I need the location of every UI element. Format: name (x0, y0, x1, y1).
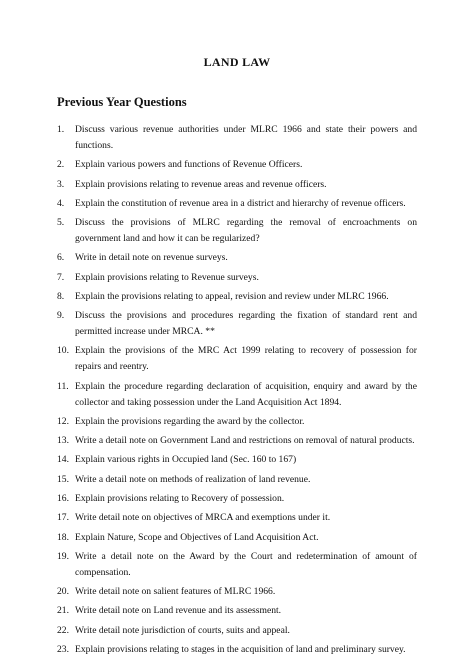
question-text: Explain the provisions of the MRC Act 1999 relating to recovery of possession for repairs and reentry. (75, 345, 417, 373)
question-text: Explain various rights in Occupied land (Sec. 160 to 167) (75, 454, 297, 466)
question-text: Write detail note jurisdiction of courts, suits and appeal. (75, 624, 290, 636)
question-number: 14. (57, 454, 69, 466)
question-item (57, 250, 417, 266)
question-number: 17. (57, 512, 69, 524)
question-text: Explain provisions relating to stages in the acquisition of land and preliminary survey. (75, 643, 406, 655)
question-item (57, 603, 417, 619)
question-text: Explain provisions relating to Revenue surveys. (75, 271, 259, 283)
question-text: Write a detail note on methods of realization of land revenue. (75, 473, 311, 485)
question-text: Discuss the provisions of MLRC regarding the removal of encroachments on government land and how it can be regularized? (75, 217, 417, 244)
question-item (57, 270, 417, 286)
question-text: Explain Nature, Scope and Objectives of Land Acquisition Act. (75, 531, 319, 543)
question-item (57, 177, 417, 193)
question-number: 1. (57, 124, 65, 135)
question-number: 20. (57, 586, 69, 598)
page-title: LAND LAW (203, 55, 271, 69)
question-text: Discuss various revenue authorities under MLRC 1966 and state their powers and functions. (75, 124, 417, 151)
question-item (57, 642, 417, 658)
question-number: 9. (57, 310, 65, 322)
question-number: 7. (57, 271, 65, 283)
section-heading: Previous Year Questions (57, 95, 187, 109)
question-item (57, 414, 417, 430)
question-text: Explain the provisions relating to appeal, revision and review under MLRC 1966. (75, 290, 389, 302)
question-number: 15. (57, 473, 69, 485)
question-text: Write a detail note on the Award by the Court and redetermination of amount of compensation. (75, 550, 417, 578)
question-text: Explain various powers and functions of Revenue Officers. (75, 159, 303, 171)
question-number: 12. (57, 415, 69, 427)
question-text: Write detail note on Land revenue and its assessment. (75, 605, 282, 617)
question-text: Explain provisions relating to revenue areas and revenue officers. (75, 178, 327, 190)
question-item (57, 472, 417, 488)
question-text: Write detail note on salient features of MLRC 1966. (75, 586, 276, 598)
question-item (57, 549, 417, 581)
question-item (57, 308, 417, 340)
question-number: 16. (57, 492, 69, 504)
question-text: Explain provisions relating to Recovery of possession. (75, 492, 285, 504)
question-item (57, 491, 417, 507)
question-number: 23. (57, 643, 69, 655)
question-text: Explain the constitution of revenue area in a district and hierarchy of revenue officers. (75, 197, 406, 209)
question-item (57, 157, 417, 173)
question-number: 6. (57, 252, 65, 264)
question-item (57, 215, 417, 247)
question-number: 5. (57, 217, 65, 229)
question-number: 21. (57, 605, 69, 617)
question-item (57, 584, 417, 600)
question-number: 19. (57, 550, 69, 562)
question-item (57, 433, 417, 449)
question-item (57, 379, 417, 411)
question-text: Write detail note on objectives of MRCA and exemptions under it. (75, 512, 331, 524)
question-number: 11. (57, 380, 69, 392)
question-number: 8. (57, 290, 65, 302)
question-item (57, 122, 417, 154)
question-number: 18. (57, 531, 69, 543)
question-list (57, 122, 417, 661)
question-number: 2. (57, 159, 65, 171)
question-number: 4. (57, 197, 65, 209)
question-item (57, 510, 417, 526)
question-item (57, 196, 417, 212)
question-item (57, 530, 417, 546)
question-item (57, 343, 417, 375)
question-item (57, 289, 417, 305)
question-text: Write a detail note on Government Land and restrictions on removal of natural products. (75, 435, 415, 447)
question-item (57, 452, 417, 468)
question-number: 3. (57, 178, 65, 190)
question-item (57, 623, 417, 639)
question-text: Explain the procedure regarding declaration of acquisition, enquiry and award by the collector and taking possession under the Land Acquisition Act 1894. (75, 380, 417, 408)
question-text: Explain the provisions regarding the award by the collector. (75, 415, 305, 427)
question-number: 22. (57, 624, 69, 636)
question-number: 10. (57, 345, 69, 357)
question-text: Write in detail note on revenue surveys. (75, 252, 228, 264)
question-number: 13. (57, 435, 69, 447)
question-text: Discuss the provisions and procedures regarding the fixation of standard rent and permitted increase under MRCA. ** (75, 310, 417, 338)
